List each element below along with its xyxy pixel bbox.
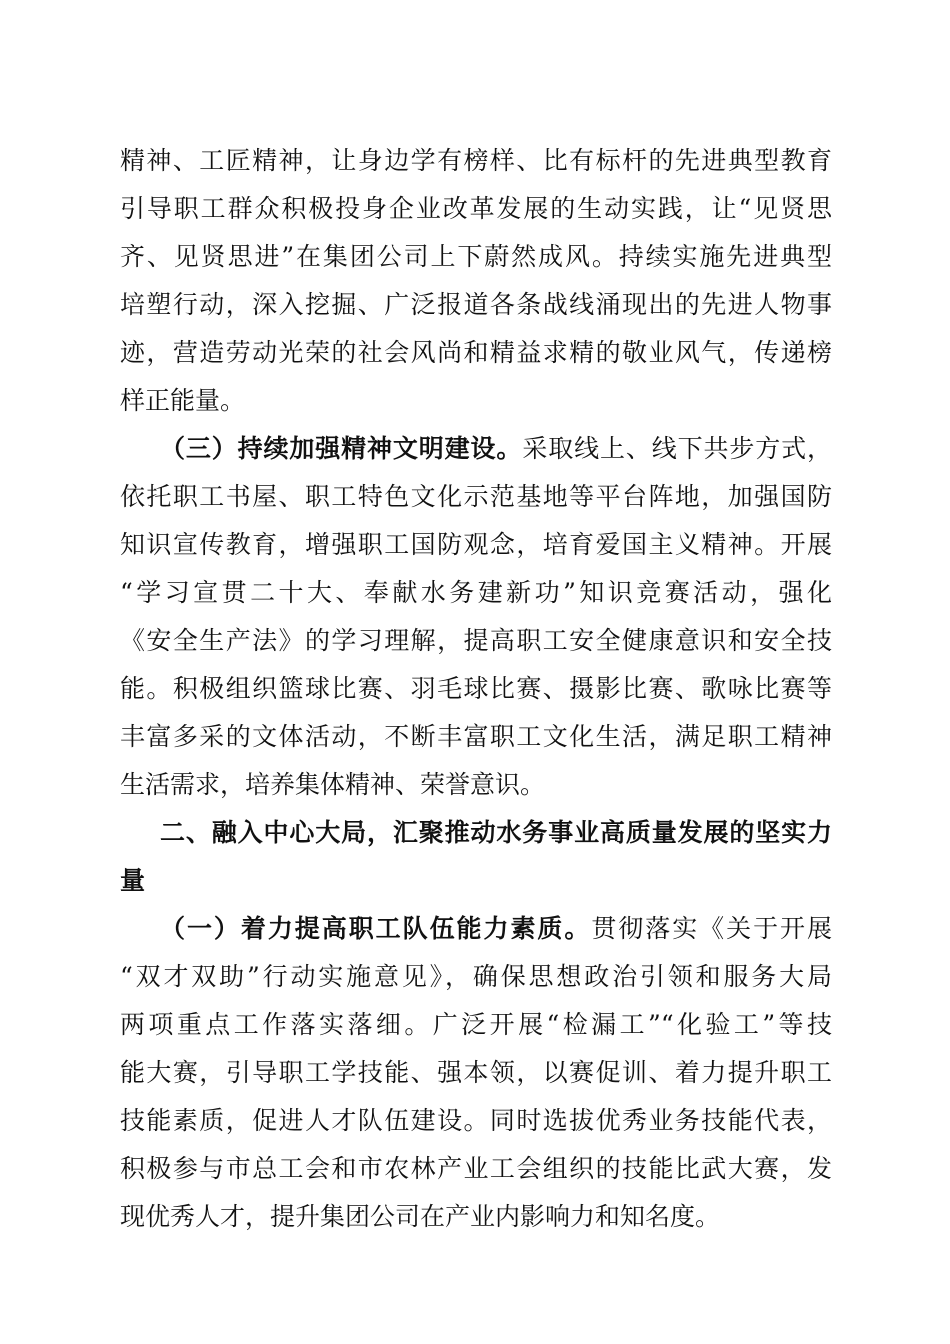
paragraph-line: 迹，营造劳动光荣的社会风尚和精益求精的敬业风气，传递榜 (120, 338, 832, 367)
paragraph-line: 积极参与市总工会和市农林产业工会组织的技能比武大赛，发 (120, 1154, 832, 1183)
paragraph-line: 精神、工匠精神，让身边学有榜样、比有标杆的先进典型教育 (120, 146, 832, 175)
paragraph-line: 培塑行动，深入挖掘、广泛报道各条战线涌现出的先进人物事 (120, 290, 832, 319)
paragraph-line: 现优秀人才，提升集团公司在产业内影响力和知名度。 (120, 1202, 721, 1231)
paragraph-line: “双才双助”行动实施意见》，确保思想政治引领和服务大局 (120, 962, 832, 991)
paragraph-line: 能。积极组织篮球比赛、羽毛球比赛、摄影比赛、歌咏比赛等 (120, 674, 832, 703)
paragraph-line: 丰富多采的文体活动，不断丰富职工文化生活，满足职工精神 (120, 722, 832, 751)
part-two-heading-continued: 量 (120, 866, 146, 895)
section-one-first-line (160, 906, 832, 952)
section-one-text: 贯彻落实《关于开展 (591, 914, 832, 943)
paragraph-line: 齐、见贤思进”在集团公司上下蔚然成风。持续实施先进典型 (120, 242, 832, 271)
paragraph-line: 生活需求，培养集体精神、荣誉意识。 (120, 770, 546, 799)
section-three-text: 采取线上、线下共步方式， (522, 434, 832, 463)
paragraph-line: 《安全生产法》的学习理解，提高职工安全健康意识和安全技 (120, 626, 832, 655)
paragraph-line: 知识宣传教育，增强职工国防观念，培育爱国主义精神。开展 (120, 530, 832, 559)
section-three-heading: （三）持续加强精神文明建设。 (160, 434, 523, 463)
paragraph-line: 依托职工书屋、职工特色文化示范基地等平台阵地，加强国防 (120, 482, 832, 511)
paragraph-line: 能大赛，引导职工学技能、强本领，以赛促训、着力提升职工 (120, 1058, 832, 1087)
paragraph-line: 样正能量。 (120, 386, 246, 415)
section-three-first-line (160, 426, 832, 472)
section-one-heading: （一）着力提高职工队伍能力素质。 (160, 914, 592, 943)
paragraph-line: 引导职工群众积极投身企业改革发展的生动实践，让“见贤思 (120, 194, 832, 223)
paragraph-line: 两项重点工作落实落细。广泛开展“检漏工”“化验工”等技 (120, 1010, 832, 1039)
paragraph-line: 技能素质，促进人才队伍建设。同时选拔优秀业务技能代表， (120, 1106, 832, 1135)
part-two-heading: 二、融入中心大局，汇聚推动水务事业高质量发展的坚实力 (160, 818, 832, 847)
paragraph-line: “学习宣贯二十大、奉献水务建新功”知识竞赛活动，强化 (120, 578, 832, 607)
